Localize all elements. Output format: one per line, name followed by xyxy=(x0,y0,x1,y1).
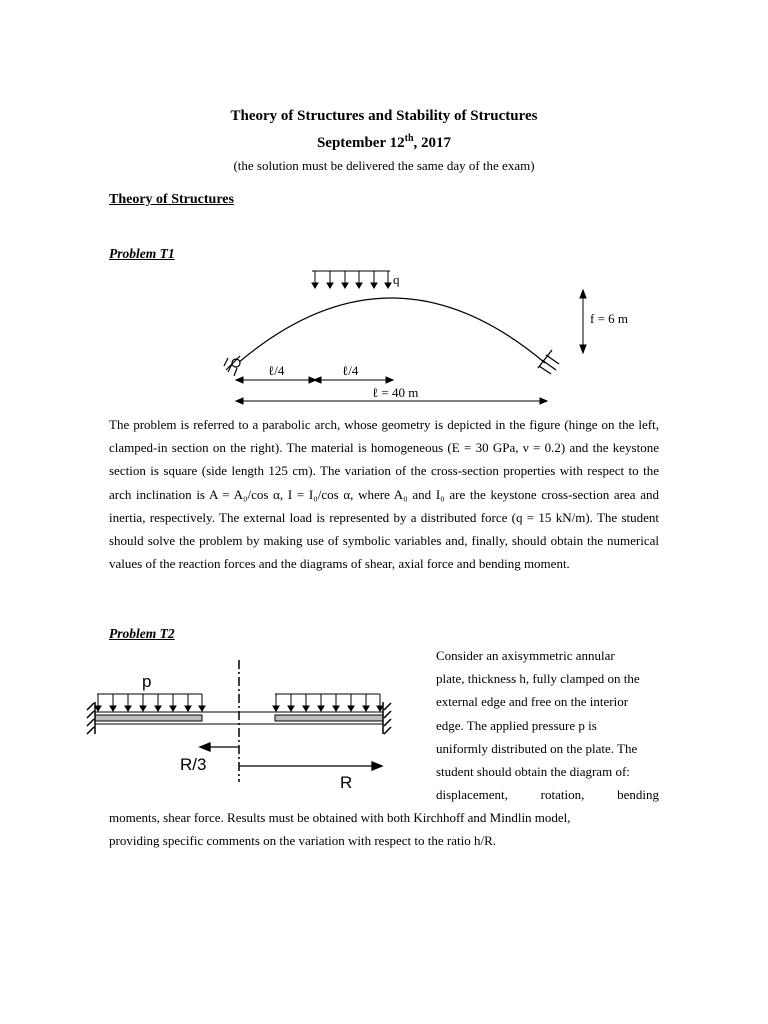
load-label: q xyxy=(393,272,400,287)
problem-t2-full-text xyxy=(109,806,669,852)
exam-date-text: September 12 xyxy=(316,135,405,151)
quarter-label-2: ℓ/4 xyxy=(342,363,359,378)
quarter-label-1: ℓ/4 xyxy=(268,363,285,378)
t2-line-6: student should obtain the diagram of: xyxy=(436,764,630,780)
clamp-left xyxy=(87,702,95,734)
outer-radius-label: R xyxy=(340,773,353,790)
t2-line-5: uniformly distributed on the plate. The xyxy=(436,740,638,756)
inner-radius-arrow xyxy=(200,743,239,751)
problem-t1-text xyxy=(109,413,659,575)
problem-t1-paragraph: The problem is referred to a parabolic arch, whose geometry is depicted in the figure (hinge on the left, clamped-in section on the right). The material is homogeneous (E = 30 GPa, ν = 0.2) and the keystone section is square (side length 125 cm). The variation of the cross-section properties with respect to the arch inclination is A = A₀/cos α, I = I₀/cos α, where A₀ and I₀ are the keystone cross-section area and inertia, respectively. The external load is represented by a distributed force (q = 15 kN/m). The student should solve the problem by making use of symbolic variables and, finally, should obtain the numerical values of the reaction forces and the diagrams of shear, axial force and bending moment. xyxy=(109,417,659,572)
annular-plate-figure xyxy=(0,640,430,790)
t2-line-2: plate, thickness h, fully clamped on the xyxy=(436,671,640,687)
t2-line-7: displacement, rotation, bending xyxy=(436,787,659,803)
parabolic-arch xyxy=(238,298,545,363)
exam-date-year: , 2017 xyxy=(413,135,452,151)
pressure-label: p xyxy=(142,672,152,691)
problem-t2-heading: Problem T2 xyxy=(109,626,175,641)
arch-figure xyxy=(0,0,768,420)
distributed-load-q xyxy=(312,271,391,288)
document-title: Theory of Structures and Stability of Structures xyxy=(230,108,538,124)
problem-t1-heading: Problem T1 xyxy=(109,246,175,261)
t2-line-9: providing specific comments on the variation with respect to the ratio h/R. xyxy=(109,833,497,849)
inner-radius-label: R/3 xyxy=(180,755,207,774)
delivery-note: (the solution must be delivered the same day of the exam) xyxy=(233,158,535,173)
exam-date-suffix: th xyxy=(404,133,414,144)
t2-line-4: edge. The applied pressure p is xyxy=(436,717,597,733)
clamped-support-right xyxy=(538,350,559,374)
problem-t2-side-text xyxy=(436,644,659,806)
t2-line-3: external edge and free on the interior xyxy=(436,694,629,710)
section-title: Theory of Structures xyxy=(109,192,234,207)
t2-line-1: Consider an axisymmetric annular xyxy=(436,648,615,663)
quarter-span-dimensions xyxy=(236,377,393,383)
pressure-load-right xyxy=(273,694,383,711)
clamp-right xyxy=(383,702,391,734)
t2-line-8: moments, shear force. Results must be obtained with both Kirchhoff and Mindlin model, xyxy=(109,810,571,825)
rise-dimension xyxy=(580,290,586,353)
hinge-support-left xyxy=(224,356,240,376)
span-label: ℓ = 40 m xyxy=(372,385,419,400)
pressure-load-left xyxy=(95,694,205,711)
outer-radius-arrow xyxy=(239,762,382,770)
rise-label: f = 6 m xyxy=(590,311,629,326)
